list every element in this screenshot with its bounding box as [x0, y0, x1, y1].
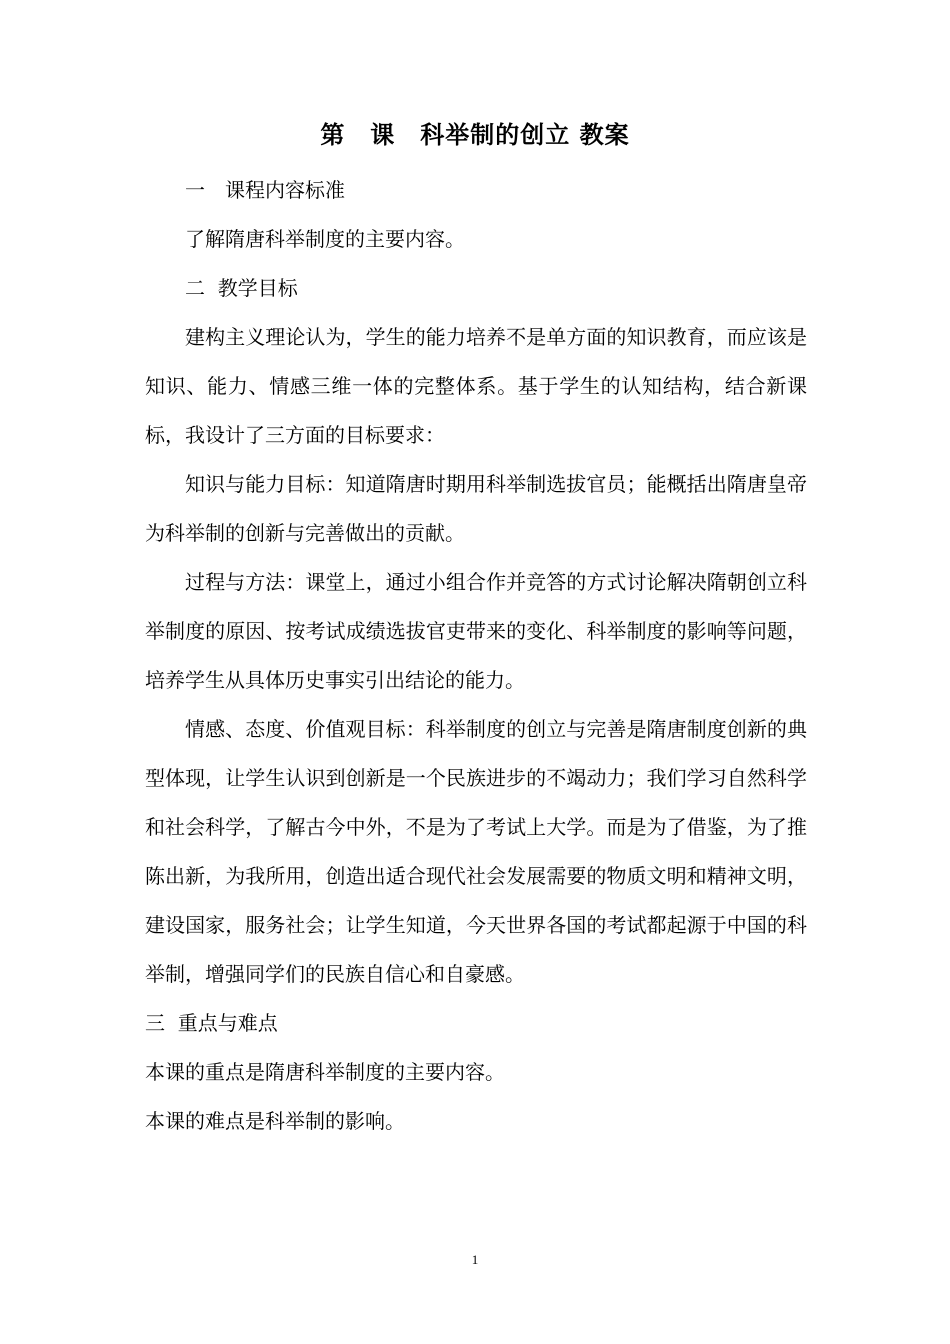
- course-standard-text: 了解隋唐科举制度的主要内容。: [185, 227, 465, 251]
- section-heading-key-difficult: 三 重点与难点: [145, 1011, 278, 1035]
- teaching-goals-intro: 建构主义理论认为，学生的能力培养不是单方面的知识教育，而应该是知识、能力、情感三维一体的完整体系。基于学生的认知结构，结合新课标，我设计了三方面的目标要求：: [145, 325, 807, 447]
- key-point-text: 本课的重点是隋唐科举制度的主要内容。: [145, 1060, 505, 1084]
- difficult-point-text: 本课的难点是科举制的影响。: [145, 1109, 405, 1133]
- section-heading-teaching-goals: 二 教学目标: [185, 276, 298, 300]
- goal-knowledge-ability: 知识与能力目标：知道隋唐时期用科举制选拔官员；能概括出隋唐皇帝为科举制的创新与完善做出的贡献。: [145, 472, 807, 545]
- goal-process-method: 过程与方法：课堂上，通过小组合作并竞答的方式讨论解决隋朝创立科举制度的原因、按考试成绩选拔官吏带来的变化、科举制度的影响等问题，培养学生从具体历史事实引出结论的能力。: [145, 570, 807, 692]
- page-number: 1: [471, 1252, 479, 1267]
- document-title: 第 课 科举制的创立 教案: [320, 121, 630, 149]
- document-body: [145, 166, 807, 1146]
- goal-emotion-values: 情感、态度、价值观目标：科举制度的创立与完善是隋唐制度创新的典型体现，让学生认识到创新是一个民族进步的不竭动力；我们学习自然科学和社会科学，了解古今中外，不是为了考试上大学。而是为了借鉴，为了推陈出新，为我所用，创造出适合现代社会发展需要的物质文明和精神文明，建设国家，服务社会；让学生知道，今天世界各国的考试都起源于中国的科举制，增强同学们的民族自信心和自豪感。: [145, 717, 807, 986]
- section-heading-course-standard: 一 课程内容标准: [185, 178, 345, 202]
